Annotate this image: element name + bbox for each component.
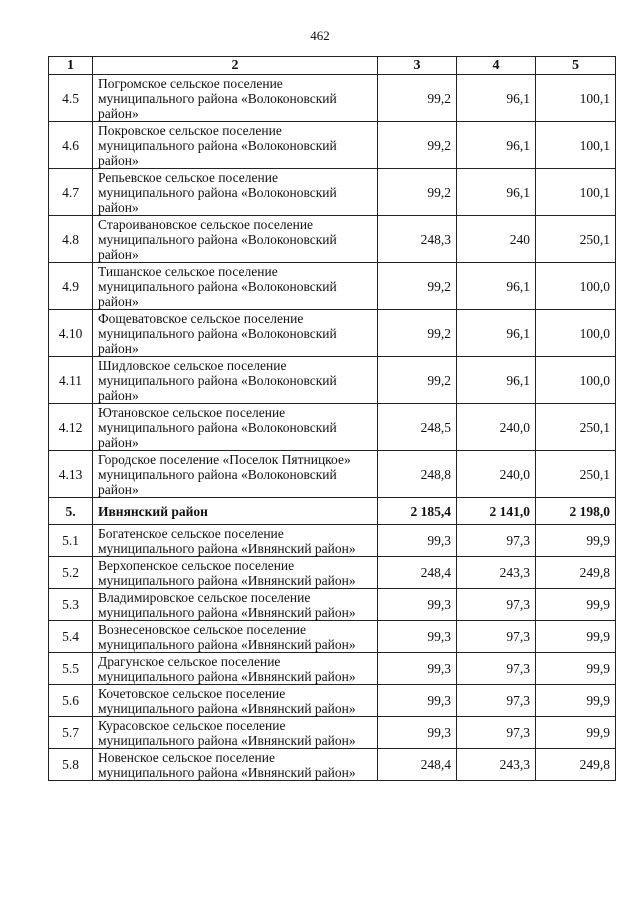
settlement-name xyxy=(93,717,378,749)
budget-table xyxy=(48,56,616,781)
settlement-name xyxy=(93,263,378,310)
settlement-name-line: Ютановское сельское поселение xyxy=(98,404,286,420)
settlement-name xyxy=(93,404,378,451)
settlement-name-line: район» xyxy=(98,105,139,121)
value-col-5: 249,8 xyxy=(536,749,616,781)
row-number: 5.4 xyxy=(49,621,93,653)
value-col-3: 248,4 xyxy=(378,749,457,781)
table-row xyxy=(49,169,616,216)
value-col-4: 96,1 xyxy=(457,75,536,122)
row-number: 4.5 xyxy=(49,75,93,122)
value-col-3: 99,2 xyxy=(378,122,457,169)
settlement-name-line: муниципального района «Волоконовский xyxy=(98,278,337,294)
column-header-2: 2 xyxy=(93,57,378,75)
row-number: 5.8 xyxy=(49,749,93,781)
settlement-name-line: Богатенское сельское поселение xyxy=(98,525,284,541)
settlement-name-line: Владимировское сельское поселение xyxy=(98,589,311,605)
settlement-name-line: Ивнянский район xyxy=(98,503,208,519)
value-col-4: 240,0 xyxy=(457,404,536,451)
row-number: 4.10 xyxy=(49,310,93,357)
settlement-name-line: Репьевское сельское поселение xyxy=(98,169,278,185)
settlement-name-line: Городское поселение «Поселок Пятницкое» xyxy=(98,451,351,467)
value-col-4: 243,3 xyxy=(457,749,536,781)
row-number: 5.2 xyxy=(49,557,93,589)
value-col-5: 249,8 xyxy=(536,557,616,589)
value-col-5: 99,9 xyxy=(536,621,616,653)
settlement-name-line: район» xyxy=(98,387,139,403)
column-header-5: 5 xyxy=(536,57,616,75)
table-row-district xyxy=(49,498,616,525)
value-col-5: 100,0 xyxy=(536,263,616,310)
settlement-name-line: Покровское сельское поселение xyxy=(98,122,282,138)
settlement-name xyxy=(93,557,378,589)
value-col-3: 99,2 xyxy=(378,310,457,357)
value-col-3: 99,3 xyxy=(378,589,457,621)
settlement-name xyxy=(93,122,378,169)
table-row xyxy=(49,451,616,498)
row-number: 4.7 xyxy=(49,169,93,216)
value-col-4: 97,3 xyxy=(457,717,536,749)
value-col-5: 100,1 xyxy=(536,122,616,169)
value-col-3: 248,5 xyxy=(378,404,457,451)
settlement-name xyxy=(93,498,378,525)
table-row xyxy=(49,621,616,653)
value-col-5: 250,1 xyxy=(536,404,616,451)
row-number: 4.11 xyxy=(49,357,93,404)
table-row xyxy=(49,357,616,404)
value-col-3: 99,2 xyxy=(378,169,457,216)
page-number: 462 xyxy=(310,28,330,43)
settlement-name-line: район» xyxy=(98,152,139,168)
table-row xyxy=(49,404,616,451)
settlement-name-line: муниципального района «Волоконовский xyxy=(98,372,337,388)
settlement-name xyxy=(93,525,378,557)
table-row xyxy=(49,75,616,122)
settlement-name xyxy=(93,589,378,621)
table-row xyxy=(49,557,616,589)
settlement-name-line: муниципального района «Волоконовский xyxy=(98,419,337,435)
value-col-5: 100,0 xyxy=(536,357,616,404)
value-col-4: 96,1 xyxy=(457,310,536,357)
column-header-4: 4 xyxy=(457,57,536,75)
settlement-name xyxy=(93,310,378,357)
row-number: 5.1 xyxy=(49,525,93,557)
value-col-5: 100,0 xyxy=(536,310,616,357)
row-number: 4.6 xyxy=(49,122,93,169)
row-number: 4.8 xyxy=(49,216,93,263)
settlement-name-line: муниципального района «Волоконовский xyxy=(98,184,337,200)
settlement-name-line: Староивановское сельское поселение xyxy=(98,216,314,232)
value-col-5: 99,9 xyxy=(536,685,616,717)
value-col-4: 97,3 xyxy=(457,621,536,653)
value-col-4: 240,0 xyxy=(457,451,536,498)
settlement-name-line: Новенское сельское поселение xyxy=(98,749,275,765)
settlement-name xyxy=(93,75,378,122)
row-number: 4.13 xyxy=(49,451,93,498)
value-col-3: 99,2 xyxy=(378,357,457,404)
value-col-3: 248,8 xyxy=(378,451,457,498)
value-col-3: 99,3 xyxy=(378,685,457,717)
settlement-name xyxy=(93,216,378,263)
value-col-4: 96,1 xyxy=(457,357,536,404)
settlement-name xyxy=(93,685,378,717)
settlement-name xyxy=(93,169,378,216)
value-col-4: 243,3 xyxy=(457,557,536,589)
value-col-4: 97,3 xyxy=(457,525,536,557)
column-header-1: 1 xyxy=(49,57,93,75)
value-col-5: 100,1 xyxy=(536,169,616,216)
value-col-5: 99,9 xyxy=(536,525,616,557)
value-col-3: 99,3 xyxy=(378,525,457,557)
table-row xyxy=(49,310,616,357)
settlement-name xyxy=(93,451,378,498)
settlement-name-line: муниципального района «Ивнянский район» xyxy=(98,668,356,684)
row-number: 4.12 xyxy=(49,404,93,451)
value-col-4: 96,1 xyxy=(457,122,536,169)
settlement-name-line: муниципального района «Волоконовский xyxy=(98,137,337,153)
settlement-name-line: Погромское сельское поселение xyxy=(98,75,283,91)
table-row xyxy=(49,685,616,717)
value-col-3: 99,3 xyxy=(378,653,457,685)
value-col-5: 250,1 xyxy=(536,216,616,263)
settlement-name-line: муниципального района «Волоконовский xyxy=(98,466,337,482)
value-col-4: 97,3 xyxy=(457,653,536,685)
row-number: 5. xyxy=(49,498,93,525)
table-row xyxy=(49,525,616,557)
settlement-name-line: муниципального района «Ивнянский район» xyxy=(98,764,356,780)
table-row xyxy=(49,122,616,169)
row-number: 5.3 xyxy=(49,589,93,621)
settlement-name-line: муниципального района «Ивнянский район» xyxy=(98,540,356,556)
value-col-5: 100,1 xyxy=(536,75,616,122)
settlement-name-line: муниципального района «Ивнянский район» xyxy=(98,572,356,588)
row-number: 4.9 xyxy=(49,263,93,310)
value-col-3: 99,2 xyxy=(378,75,457,122)
value-col-3: 99,3 xyxy=(378,717,457,749)
value-col-4: 97,3 xyxy=(457,589,536,621)
settlement-name-line: муниципального района «Ивнянский район» xyxy=(98,604,356,620)
value-col-4: 97,3 xyxy=(457,685,536,717)
settlement-name-line: Вознесеновское сельское поселение xyxy=(98,621,307,637)
settlement-name-line: муниципального района «Ивнянский район» xyxy=(98,700,356,716)
settlement-name-line: Верхопенское сельское поселение xyxy=(98,557,295,573)
row-number: 5.5 xyxy=(49,653,93,685)
value-col-3: 248,4 xyxy=(378,557,457,589)
value-col-5: 99,9 xyxy=(536,717,616,749)
value-col-5: 99,9 xyxy=(536,589,616,621)
table-body xyxy=(49,75,616,781)
settlement-name-line: муниципального района «Волоконовский xyxy=(98,325,337,341)
settlement-name-line: муниципального района «Волоконовский xyxy=(98,231,337,247)
table-row xyxy=(49,749,616,781)
value-col-4: 2 141,0 xyxy=(457,498,536,525)
settlement-name-line: район» xyxy=(98,293,139,309)
settlement-name xyxy=(93,653,378,685)
settlement-name-line: район» xyxy=(98,481,139,497)
value-col-4: 96,1 xyxy=(457,169,536,216)
column-header-3: 3 xyxy=(378,57,457,75)
settlement-name-line: район» xyxy=(98,434,139,450)
settlement-name-line: Фощеватовское сельское поселение xyxy=(98,310,304,326)
value-col-5: 99,9 xyxy=(536,653,616,685)
row-number: 5.7 xyxy=(49,717,93,749)
table-row xyxy=(49,653,616,685)
settlement-name-line: муниципального района «Волоконовский xyxy=(98,90,337,106)
settlement-name-line: муниципального района «Ивнянский район» xyxy=(98,732,356,748)
value-col-5: 2 198,0 xyxy=(536,498,616,525)
settlement-name xyxy=(93,749,378,781)
settlement-name-line: Кочетовское сельское поселение xyxy=(98,685,286,701)
settlement-name-line: район» xyxy=(98,246,139,262)
value-col-3: 2 185,4 xyxy=(378,498,457,525)
table-row xyxy=(49,717,616,749)
value-col-3: 99,2 xyxy=(378,263,457,310)
settlement-name xyxy=(93,621,378,653)
value-col-3: 99,3 xyxy=(378,621,457,653)
table-row xyxy=(49,589,616,621)
table-row xyxy=(49,216,616,263)
settlement-name-line: Шидловское сельское поселение xyxy=(98,357,287,373)
value-col-5: 250,1 xyxy=(536,451,616,498)
settlement-name-line: Тишанское сельское поселение xyxy=(98,263,278,279)
settlement-name xyxy=(93,357,378,404)
settlement-name-line: муниципального района «Ивнянский район» xyxy=(98,636,356,652)
settlement-name-line: район» xyxy=(98,199,139,215)
settlement-name-line: Курасовское сельское поселение xyxy=(98,717,286,733)
value-col-3: 248,3 xyxy=(378,216,457,263)
value-col-4: 96,1 xyxy=(457,263,536,310)
value-col-4: 240 xyxy=(457,216,536,263)
settlement-name-line: район» xyxy=(98,340,139,356)
row-number: 5.6 xyxy=(49,685,93,717)
table-header-row xyxy=(49,57,616,75)
table-row xyxy=(49,263,616,310)
settlement-name-line: Драгунское сельское поселение xyxy=(98,653,281,669)
